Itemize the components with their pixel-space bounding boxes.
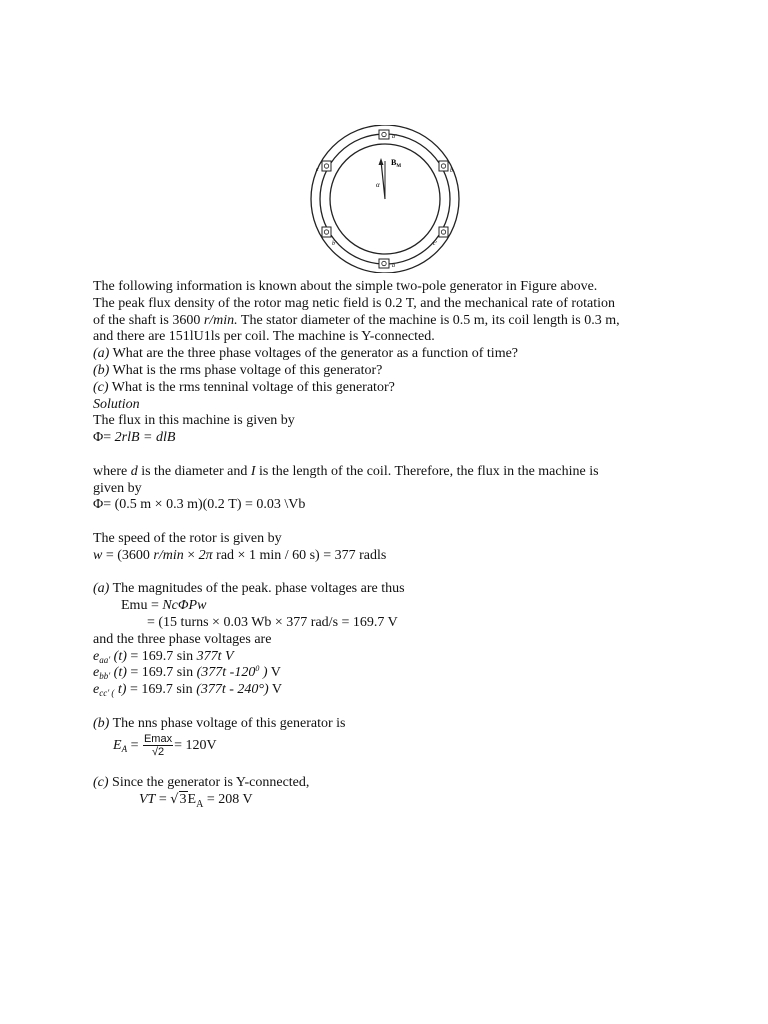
question-text: What are the three phase voltages of the generator as a function of time? bbox=[109, 346, 519, 362]
var-l: I bbox=[250, 463, 256, 479]
bm-label: $B_M$ bbox=[391, 158, 402, 169]
slot-b-prime bbox=[322, 227, 331, 237]
text-span: rad × 1 min / 60 s) = 377 radls bbox=[212, 547, 387, 563]
generator-figure bbox=[305, 125, 465, 273]
subscript: A bbox=[121, 743, 128, 754]
text-span: V bbox=[267, 665, 281, 681]
alpha-label: α bbox=[376, 181, 380, 189]
slot-c bbox=[322, 161, 331, 171]
var-d: d bbox=[130, 463, 138, 479]
intro-line-2: The peak flux density of the rotor mag netic field is 0.2 T, and the mechanical rate of rotation bbox=[93, 295, 615, 311]
text-span: is the length of the coil. Therefore, the flux in the machine is bbox=[255, 463, 599, 479]
question-a bbox=[93, 346, 693, 363]
fraction-denominator: √2 bbox=[151, 745, 165, 758]
subscript: bb' bbox=[99, 671, 111, 682]
question-text: What is the rms tenninal voltage of this generator? bbox=[108, 379, 395, 395]
field-arrow-head bbox=[379, 158, 384, 165]
var-w: w bbox=[93, 547, 103, 563]
text-span: = 120V bbox=[174, 737, 217, 753]
var-t: (t) bbox=[110, 648, 127, 664]
emax-fraction bbox=[143, 733, 173, 758]
speed-intro: The speed of the rotor is given by bbox=[93, 530, 282, 546]
flux-equation bbox=[93, 430, 693, 447]
flux-value: Φ= (0.5 m × 0.3 m)(0.2 T) = 0.03 \Vb bbox=[93, 497, 306, 513]
superscript: 0 bbox=[255, 664, 260, 674]
text-span: = (3600 bbox=[102, 547, 154, 563]
part-tag: (a) bbox=[93, 346, 110, 362]
solution-heading bbox=[93, 397, 693, 414]
part-tag: (b) bbox=[93, 362, 110, 378]
intro-line-3 bbox=[93, 313, 693, 330]
emu-value: = (15 turns × 0.03 Wb × 377 rad/s = 169.7 V bbox=[147, 614, 398, 630]
var-e: E bbox=[113, 737, 122, 753]
emu-formula: NcΦPw bbox=[162, 598, 207, 614]
flux-intro: The flux in this machine is given by bbox=[93, 413, 295, 429]
rpm-unit: r/min bbox=[153, 547, 184, 563]
var-e: e bbox=[93, 648, 100, 664]
label-b: b bbox=[450, 168, 453, 174]
part-b-answer bbox=[93, 716, 693, 733]
part-tag: (a) bbox=[93, 581, 110, 597]
intro-line-4: and there are 151lU1ls per coil. The machine is Y-connected. bbox=[93, 329, 435, 345]
close-paren: ) bbox=[259, 665, 268, 681]
slot-a-prime bbox=[379, 130, 389, 139]
var-t: (t) bbox=[110, 665, 127, 681]
vt-equation bbox=[93, 792, 693, 809]
field-vector-line bbox=[381, 161, 385, 199]
fraction-numerator: Emax bbox=[143, 732, 173, 745]
var-e: e bbox=[93, 682, 100, 698]
label-c-prime: c' bbox=[433, 241, 437, 247]
part-tag: (b) bbox=[93, 715, 110, 731]
document-body bbox=[93, 279, 693, 809]
text-span: where bbox=[93, 463, 131, 479]
speed-equation bbox=[93, 548, 693, 565]
ebb-equation bbox=[93, 665, 693, 682]
text-span: = 169.7 sin bbox=[126, 665, 197, 681]
sqrt-sign: √ bbox=[170, 792, 179, 808]
subscript: aa' bbox=[99, 654, 111, 665]
sin-argument: (377t - 240°) bbox=[196, 682, 269, 698]
text-span: × bbox=[183, 547, 199, 563]
question-c bbox=[93, 380, 693, 397]
emu-equation bbox=[93, 598, 693, 615]
text-span: is the diameter and bbox=[137, 463, 251, 479]
text-span: Emu = bbox=[121, 598, 163, 614]
eaa-equation bbox=[93, 649, 693, 666]
subscript: A bbox=[196, 799, 204, 811]
slot-a bbox=[379, 259, 389, 268]
solution-label: Solution bbox=[93, 396, 140, 412]
text-span: Φ= bbox=[93, 430, 115, 446]
var-e: E bbox=[187, 792, 197, 808]
sin-argument: (377t -120 bbox=[196, 665, 256, 681]
two-pi: 2π bbox=[198, 547, 213, 563]
part-c-answer bbox=[93, 775, 693, 792]
ecc-equation bbox=[93, 682, 693, 699]
part-tag: (c) bbox=[93, 775, 109, 791]
text-span: = bbox=[127, 737, 142, 753]
intro-line-1: The following information is known about the simple two-pole generator in Figure above. bbox=[93, 279, 598, 294]
radicand: 3 bbox=[179, 792, 187, 808]
two-pole-generator-diagram bbox=[305, 125, 465, 273]
part-tag: (c) bbox=[93, 379, 109, 395]
slot-b bbox=[439, 161, 448, 171]
answer-text: The magnitudes of the peak. phase voltages are thus bbox=[109, 581, 405, 597]
answer-text: The nns phase voltage of this generator is bbox=[109, 715, 346, 731]
slot-c-prime bbox=[439, 227, 448, 237]
where-line bbox=[93, 464, 693, 481]
text-span: = 208 V bbox=[203, 792, 253, 808]
given-by-line: given by bbox=[93, 480, 142, 496]
text-span: V bbox=[268, 682, 283, 698]
label-c: c bbox=[316, 167, 319, 173]
flux-formula: 2rlB = dlB bbox=[114, 430, 176, 446]
var-vt: VT bbox=[139, 792, 156, 808]
text-span: = bbox=[155, 792, 171, 808]
var-e: e bbox=[93, 665, 100, 681]
label-a-prime: a' bbox=[392, 134, 397, 140]
part-a-answer bbox=[93, 581, 693, 598]
sin-argument: 377t V bbox=[196, 648, 234, 664]
three-phase-intro: and the three phase voltages are bbox=[93, 631, 272, 647]
answer-text: Since the generator is Y-connected, bbox=[108, 775, 310, 791]
subscript: cc' ( bbox=[99, 688, 115, 699]
question-text: What is the rms phase voltage of this generator? bbox=[109, 362, 383, 378]
rpm-unit: r/min. bbox=[203, 312, 238, 328]
text-span: = 169.7 sin bbox=[126, 682, 197, 698]
question-b bbox=[93, 363, 693, 380]
var-t: t) bbox=[114, 682, 127, 698]
label-b-prime: b' bbox=[332, 241, 337, 247]
text-span: = 169.7 sin bbox=[126, 648, 197, 664]
text-span: The stator diameter of the machine is 0.5 m, its coil length is 0.3 m, bbox=[237, 312, 620, 328]
text-span: of the shaft is 3600 bbox=[93, 312, 204, 328]
label-a: a bbox=[392, 263, 395, 269]
ea-equation bbox=[93, 733, 693, 759]
